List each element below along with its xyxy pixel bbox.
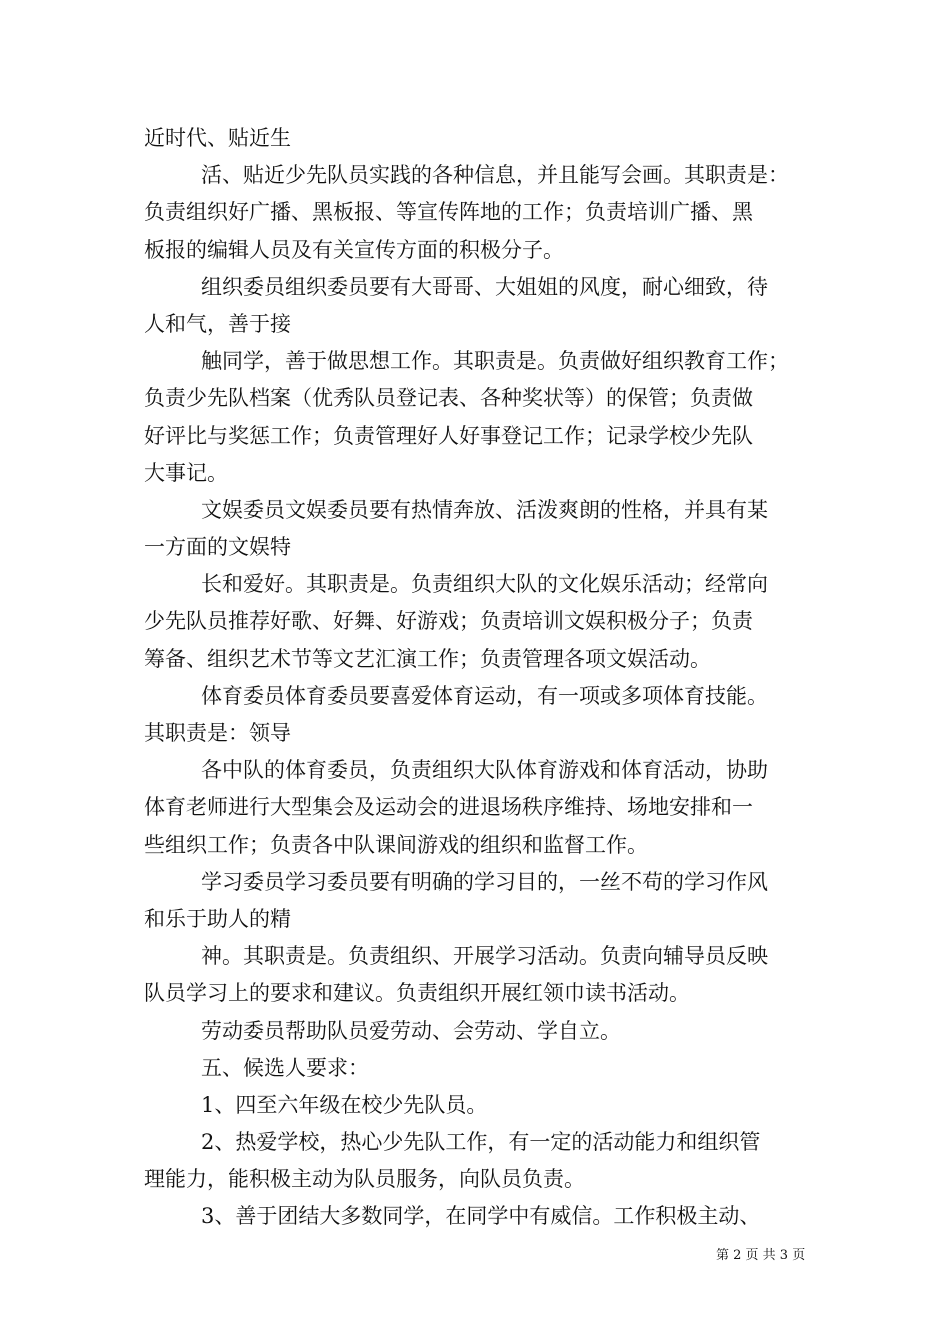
body-line: 各中队的体育委员，负责组织大队体育游戏和体育活动，协助 xyxy=(201,758,768,783)
body-line: 体育委员体育委员要喜爱体育运动，有一项或多项体育技能。 xyxy=(201,683,768,708)
page-number: 第 2 页 共 3 页 xyxy=(716,1248,806,1263)
body-line: 筹备、组织艺术节等文艺汇演工作；负责管理各项文娱活动。 xyxy=(144,646,711,671)
body-line: 近时代、贴近生 xyxy=(144,126,291,150)
body-line: 触同学，善于做思想工作。其职责是。负责做好组织教育工作； xyxy=(201,349,789,374)
body-line: 文娱委员文娱委员要有热情奔放、活泼爽朗的性格，并具有某 xyxy=(201,497,768,522)
body-line: 1、四至六年级在校少先队员。 xyxy=(201,1092,488,1117)
body-line: 好评比与奖惩工作；负责管理好人好事登记工作；记录学校少先队 xyxy=(144,423,753,448)
body-line: 长和爱好。其职责是。负责组织大队的文化娱乐活动；经常向 xyxy=(201,572,768,597)
body-line: 和乐于助人的精 xyxy=(144,906,291,931)
body-line: 板报的编辑人员及有关宣传方面的积极分子。 xyxy=(144,237,564,262)
body-line: 活、贴近少先队员实践的各种信息，并且能写会画。其职责是： xyxy=(201,163,789,188)
body-line: 劳动委员帮助队员爱劳动、会劳动、学自立。 xyxy=(201,1018,621,1043)
body-line: 其职责是：领导 xyxy=(144,721,291,745)
body-line: 些组织工作；负责各中队课间游戏的组织和监督工作。 xyxy=(144,832,648,857)
body-line: 人和气，善于接 xyxy=(144,311,291,336)
body-line: 体育老师进行大型集会及运动会的进退场秩序维持、场地安排和一 xyxy=(144,795,753,820)
body-line: 负责少先队档案（优秀队员登记表、各种奖状等）的保管；负责做 xyxy=(144,386,753,411)
document-body xyxy=(144,120,824,1236)
body-line: 2、热爱学校，热心少先队工作，有一定的活动能力和组织管 xyxy=(201,1130,761,1155)
body-line: 五、候选人要求： xyxy=(201,1055,369,1080)
body-line: 理能力，能积极主动为队员服务，向队员负责。 xyxy=(144,1167,585,1192)
body-line: 3、善于团结大多数同学，在同学中有威信。工作积极主动、 xyxy=(201,1204,761,1229)
body-line: 队员学习上的要求和建议。负责组织开展红领巾读书活动。 xyxy=(144,981,690,1006)
body-line: 少先队员推荐好歌、好舞、好游戏；负责培训文娱积极分子；负责 xyxy=(144,609,753,634)
body-line: 组织委员组织委员要有大哥哥、大姐姐的风度，耐心细致，待 xyxy=(201,274,768,299)
body-line: 神。其职责是。负责组织、开展学习活动。负责向辅导员反映 xyxy=(201,944,768,969)
body-line: 负责组织好广播、黑板报、等宣传阵地的工作；负责培训广播、黑 xyxy=(144,200,753,225)
body-line: 一方面的文娱特 xyxy=(144,535,291,560)
body-line: 学习委员学习委员要有明确的学习目的，一丝不苟的学习作风 xyxy=(201,869,768,894)
body-line: 大事记。 xyxy=(144,460,228,485)
